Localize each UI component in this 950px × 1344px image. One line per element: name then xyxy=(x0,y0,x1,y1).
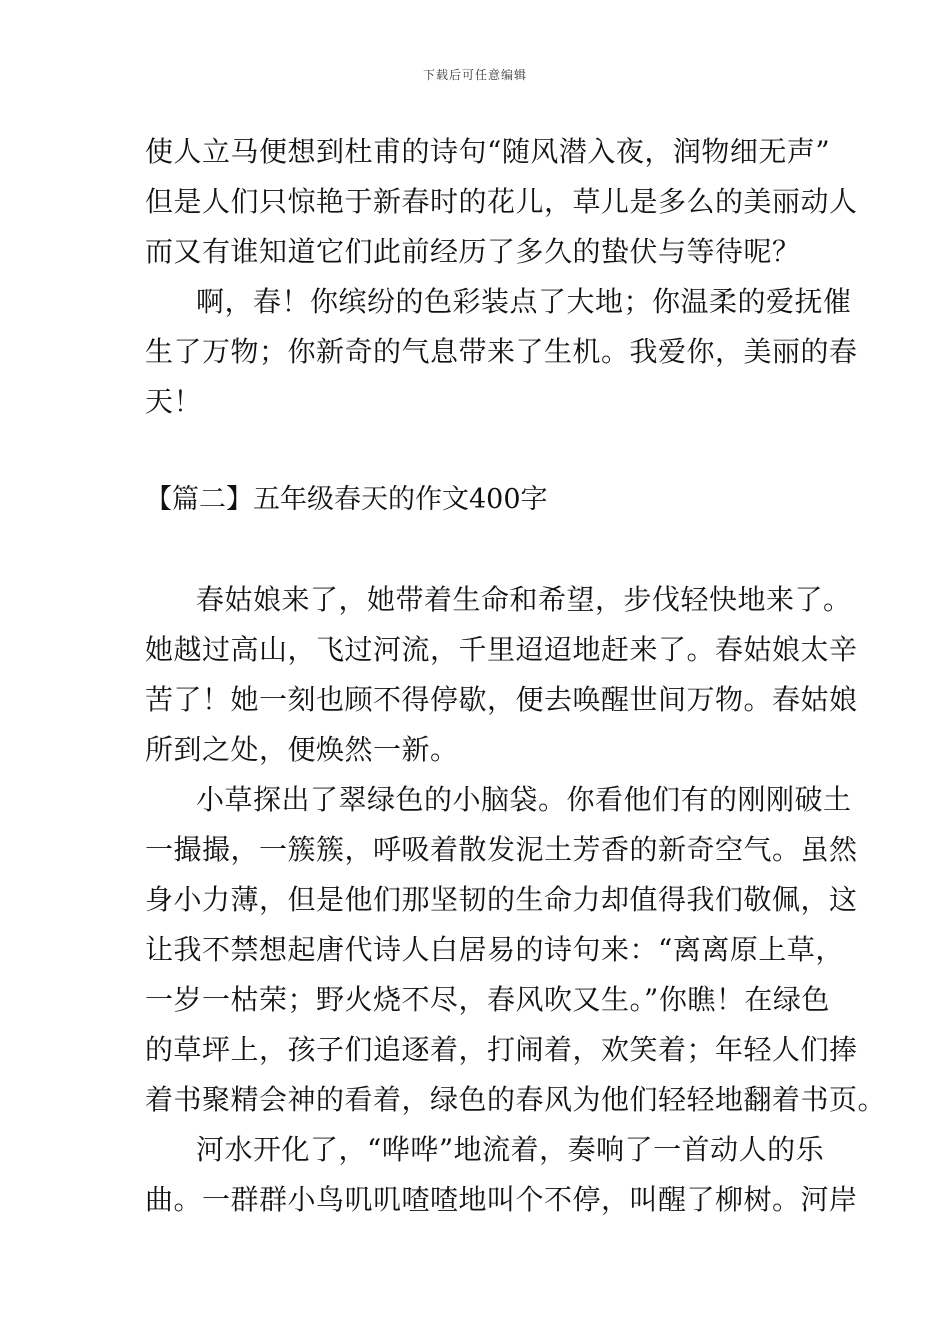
text-line: 身小力薄，但是他们那坚韧的生命力却值得我们敬佩，这 xyxy=(145,883,858,916)
text-line: 着书聚精会神的看着，绿色的春风为他们轻轻地翻着书页。 xyxy=(145,1083,887,1116)
section-title: 【篇二】五年级春天的作文400字 xyxy=(145,484,548,515)
text-line: 所到之处，便焕然一新。 xyxy=(145,733,459,766)
text-line: 天！ xyxy=(145,385,203,418)
text-line: 曲。一群群小鸟叽叽喳喳地叫个不停，叫醒了柳树。河岸 xyxy=(145,1183,858,1216)
text-line: 春姑娘来了，她带着生命和希望，步伐轻快地来了。 xyxy=(196,583,852,616)
text-line: 苦了！她一刻也顾不得停歇，便去唤醒世间万物。春姑娘 xyxy=(145,683,858,716)
text-line: 她越过高山，飞过河流，千里迢迢地赶来了。春姑娘太辛 xyxy=(145,633,858,666)
text-line: 生了万物；你新奇的气息带来了生机。我爱你，美丽的春 xyxy=(145,335,858,368)
text-line: 河水开化了，“哗哗”地流着，奏响了一首动人的乐 xyxy=(196,1133,825,1166)
text-line: 一撮撮，一簇簇，呼吸着散发泥土芳香的新奇空气。虽然 xyxy=(145,833,858,866)
header-note: 下载后可任意编辑 xyxy=(422,68,527,82)
text-line: 但是人们只惊艳于新春时的花儿，草儿是多么的美丽动人 xyxy=(145,185,858,218)
text-line: 使人立马便想到杜甫的诗句“随风潜入夜，润物细无声” xyxy=(145,135,831,168)
text-line: 小草探出了翠绿色的小脑袋。你看他们有的刚刚破土 xyxy=(196,783,852,816)
text-line: 而又有谁知道它们此前经历了多久的蛰伏与等待呢？ xyxy=(145,235,801,268)
text-line: 啊，春！你缤纷的色彩装点了大地；你温柔的爱抚催 xyxy=(196,285,852,318)
text-line: 的草坪上，孩子们追逐着，打闹着，欢笑着；年轻人们捧 xyxy=(145,1033,858,1066)
text-line: 一岁一枯荣；野火烧不尽，春风吹又生。”你瞧！在绿色 xyxy=(145,983,830,1016)
text-line: 让我不禁想起唐代诗人白居易的诗句来：“离离原上草， xyxy=(145,933,844,966)
